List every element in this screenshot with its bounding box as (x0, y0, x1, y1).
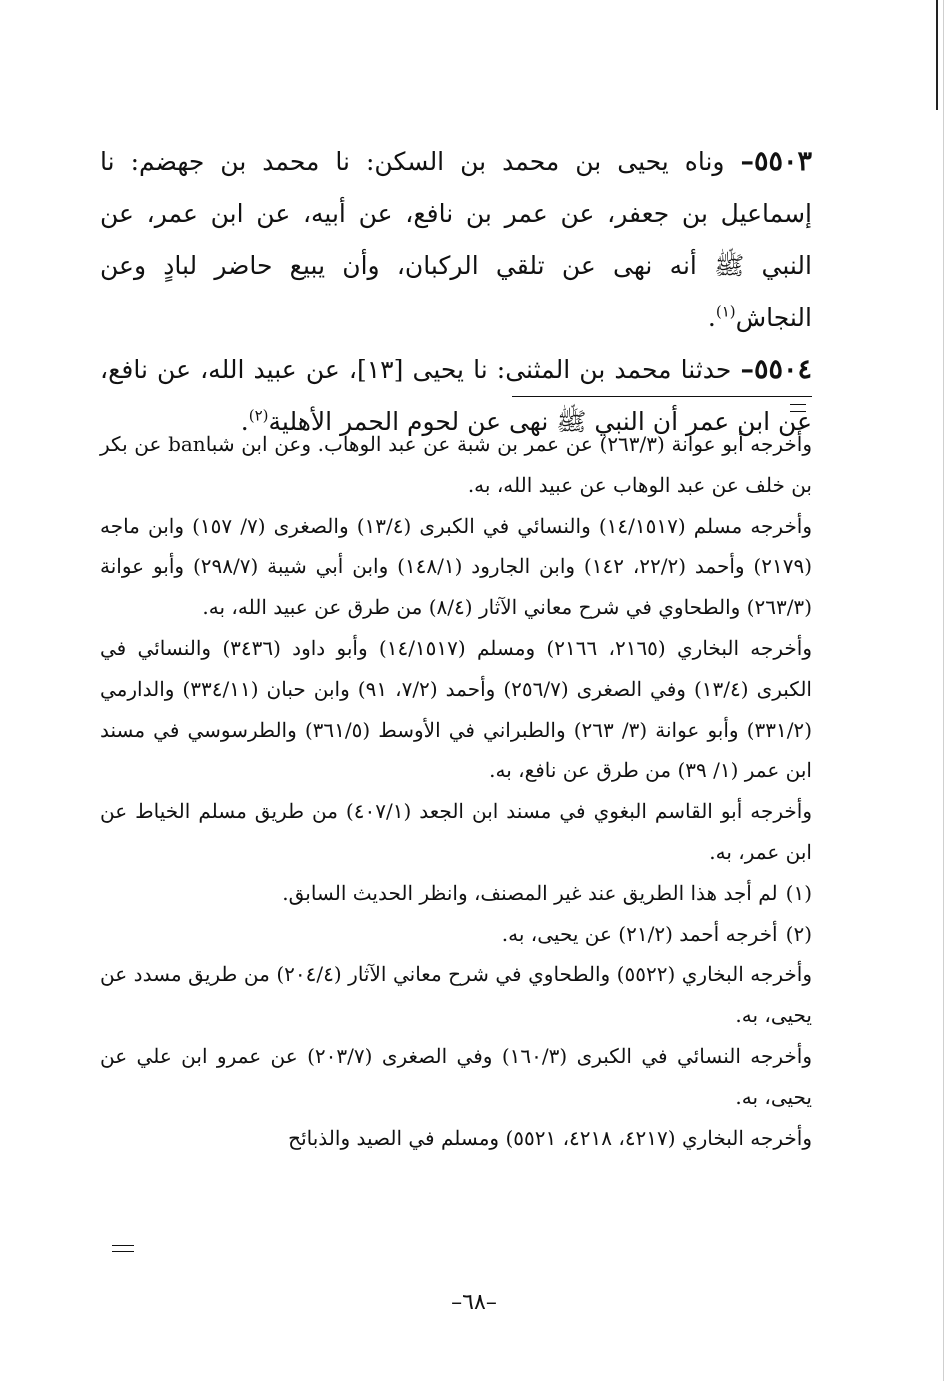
footnote-2-paragraph: وأخرجه النسائي في الكبرى (١٦٠/٣) وفي الصغرى (٢٠٣/٧) عن عمرو ابن علي عن يحيى، به. (100, 1043, 812, 1109)
hadith-5503 (100, 136, 812, 344)
footnote-ref: (١) (715, 302, 736, 321)
hadith-number: ٥٥٠٣– (740, 146, 812, 177)
page-number: –٦٨– (451, 1290, 497, 1315)
footnote-ref: (٢) (248, 406, 269, 425)
footnote-1 (100, 873, 812, 914)
hadith-text: حدثنا محمد بن المثنى: نا يحيى [١٣]، عن عبيد الله، عن نافع، عن ابن عمر أن النبي ﷺ نهى عن لحوم الحمر الأهلية (100, 355, 812, 436)
continuation-mark (112, 1245, 134, 1252)
footnote-2-paragraph: وأخرجه البخاري (٥٥٢٢) والطحاوي في شرح معاني الآثار (٢٠٤/٤) من طريق مسدد عن يحيى، به. (100, 962, 812, 1028)
continuation-mark (790, 404, 806, 412)
footnote-continued-paragraph: وأخرجه أبو القاسم البغوي في مسند ابن الجعد (٤٠٧/١) من طريق مسلم الخياط عن ابن عمر، به. (100, 799, 812, 864)
footnotes (100, 424, 812, 1158)
hadith-end: . (707, 303, 716, 332)
footnote-continued-paragraph: وأخرجه البخاري (٢١٦٥، ٢١٦٦) ومسلم (١٤/١٥١٧) وأبو داود (٣٤٣٦) والنسائي في الكبرى (١٣/٤) وفي الصغرى (٢٥٦/٧) وأحمد (٧/٢، ٩١) وابن حبان (٣٣٤/١١) والدارمي (٣٣١/٢) وأبو عوانة (٣/ ٢٦٣) والطبراني في الأوسط (٣٦١/٥) والطرسوسي في مسند ابن عمر (١/ ٣٩) من طرق عن نافع، به. (100, 635, 812, 783)
footnote-text: لم أجد هذا الطريق عند غير المصنف، وانظر الحديث السابق. (282, 880, 778, 905)
footnote-number: (١) (785, 880, 812, 905)
footnote-text: أخرجه أحمد (٢١/٢) عن يحيى، به. (501, 921, 778, 946)
page-edge-line (936, 0, 938, 110)
footnote-number: (٢) (785, 921, 812, 946)
footnote-continued-paragraph: وأخرجه أبو عوانة (٢٦٣/٣) عن عمر بن شبة عن عبد الوهاب. وعن ابن شباban عن بكر بن خلف عن عبد الوهاب عن عبيد الله، به. (100, 432, 812, 497)
footnote-2 (100, 914, 812, 955)
page-edge-shadow (943, 0, 944, 1381)
footnote-continued-paragraph: وأخرجه مسلم (١٤/١٥١٧) والنسائي في الكبرى (١٣/٤) والصغرى (٧/ ١٥٧) وابن ماجه (٢١٧٩) وأحمد (٢٢/٢، ١٤٢) وابن الجارود (١٤٨/١) وابن أبي شيبة (٢٩٨/٧) وأبو عوانة (٢٦٣/٣) والطحاوي في شرح معاني الآثار (٨/٤) من طرق عن عبيد الله، به. (100, 513, 813, 620)
main-text (100, 136, 812, 448)
footnote-divider (512, 396, 812, 397)
hadith-number: ٥٥٠٤– (740, 354, 812, 385)
hadith-end: . (240, 407, 249, 436)
hadith-text: وناه يحيى بن محمد بن السكن: نا محمد بن جهضم: نا إسماعيل بن جعفر، عن عمر بن نافع، عن أبيه، عن ابن عمر، عن النبي ﷺ أنه نهى عن تلقي الركبان، وأن يبيع حاضر لبادٍ وعن النجاش (100, 147, 812, 332)
footnote-2-paragraph: وأخرجه البخاري (٤٢١٧، ٤٢١٨، ٥٥٢١) ومسلم في الصيد والذبائح (288, 1125, 812, 1150)
